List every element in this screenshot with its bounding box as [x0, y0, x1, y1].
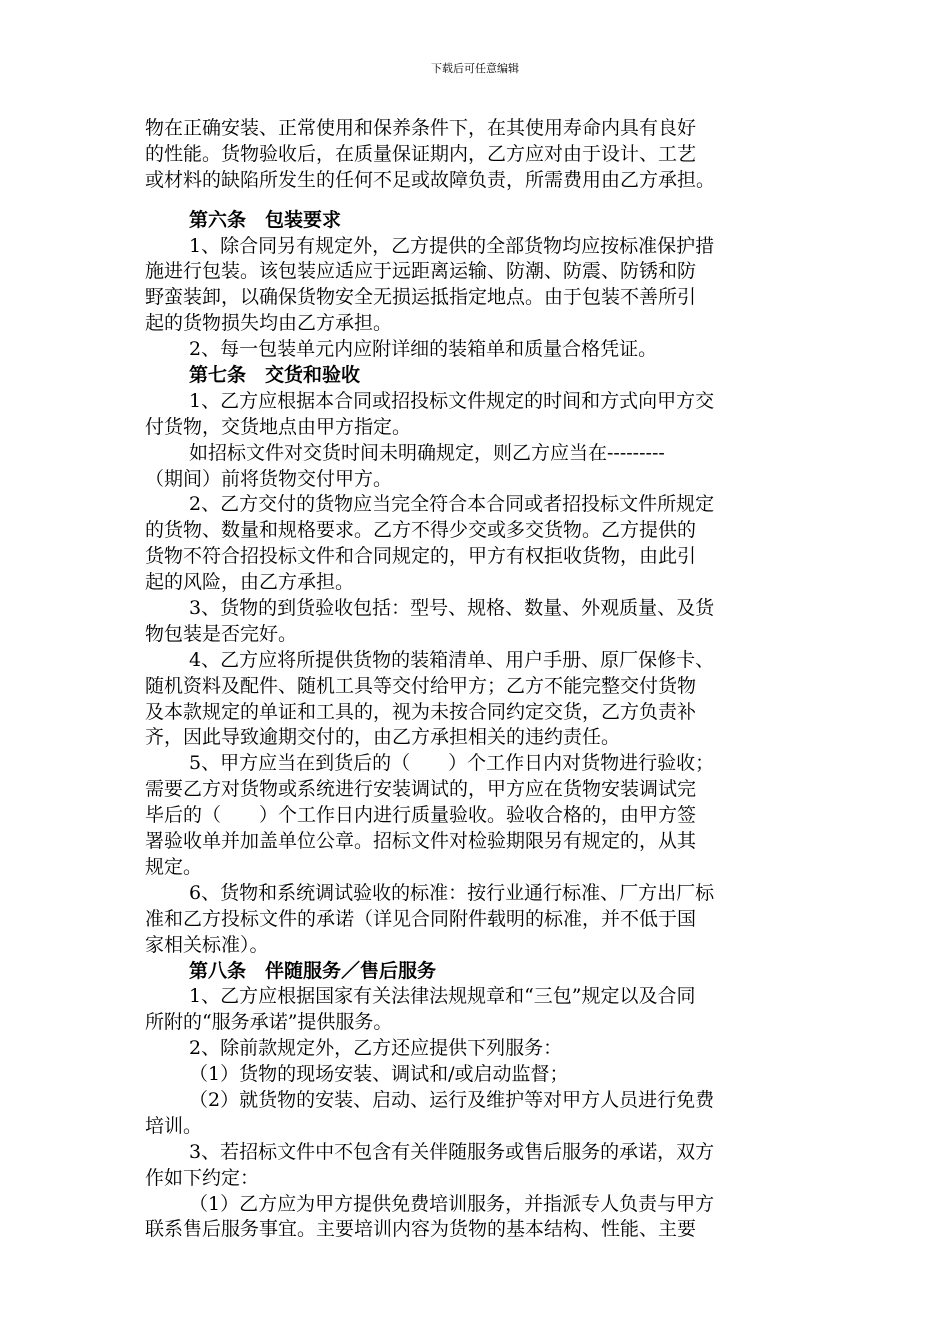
paragraph	[145, 596, 805, 648]
text-line: 付货物，交货地点由甲方指定。	[145, 415, 412, 438]
section-heading	[145, 959, 805, 985]
text-line: 的性能。货物验收后，在质量保证期内，乙方应对由于设计、工艺	[145, 142, 697, 165]
text-line: 或材料的缺陷所发生的任何不足或故障负责，所需费用由乙方承担。	[145, 168, 716, 191]
text-line: 齐，因此导致逾期交付的，由乙方承担相关的违约责任。	[145, 726, 621, 749]
text-line: 物包装是否完好。	[145, 622, 298, 645]
text-line: 野蛮装卸，以确保货物安全无损运抵指定地点。由于包装不善所引	[145, 286, 697, 309]
text-line: 的货物、数量和规格要求。乙方不得少交或多交货物。乙方提供的	[145, 519, 697, 542]
text-line: 5、甲方应当在到货后的（ ）个工作日内对货物进行验收；	[189, 752, 715, 775]
text-line: （1）货物的现场安装、调试和/或启动监督；	[189, 1063, 569, 1086]
paragraph	[145, 984, 805, 1036]
text-line: 起的风险，由乙方承担。	[145, 571, 355, 594]
text-line: 家相关标准）。	[145, 933, 269, 956]
text-line: 2、乙方交付的货物应当完全符合本合同或者招投标文件所规定	[189, 493, 715, 516]
text-line: 及本款规定的单证和工具的，视为未按合同约定交货，乙方负责补	[145, 700, 697, 723]
paragraph	[145, 492, 805, 596]
text-line: 准和乙方投标文件的承诺（详见合同附件载明的标准，并不低于国	[145, 907, 697, 930]
text-line: 3、若招标文件中不包含有关伴随服务或售后服务的承诺，双方	[189, 1140, 715, 1163]
text-line: 货物不符合招投标文件和合同规定的，甲方有权拒收货物，由此引	[145, 545, 697, 568]
text-line: 1、乙方应根据国家有关法律法规规章和“三包”规定以及合同	[189, 985, 696, 1008]
text-line: 第八条 伴随服务／售后服务	[189, 959, 437, 982]
paragraph	[145, 337, 805, 363]
text-line: 毕后的（ ）个工作日内进行质量验收。验收合格的，由甲方签	[145, 804, 697, 827]
section-heading	[145, 208, 805, 234]
text-line: 如招标文件对交货时间未明确规定，则乙方应当在---------	[189, 441, 665, 464]
document-body	[145, 116, 805, 1243]
text-line: 所附的“服务承诺”提供服务。	[145, 1011, 393, 1034]
text-line: 2、除前款规定外，乙方还应提供下列服务：	[189, 1037, 563, 1060]
text-line: 需要乙方对货物或系统进行安装调试的，甲方应在货物安装调试完	[145, 778, 697, 801]
text-line: 1、乙方应根据本合同或招投标文件规定的时间和方式向甲方交	[189, 389, 715, 412]
text-line: 4、乙方应将所提供货物的装箱清单、用户手册、原厂保修卡、	[189, 648, 715, 671]
text-line: 第六条 包装要求	[189, 208, 342, 231]
text-line: 1、除合同另有规定外，乙方提供的全部货物均应按标准保护措	[189, 234, 715, 257]
text-line: 作如下约定：	[145, 1166, 260, 1189]
text-line: 培训。	[145, 1114, 203, 1137]
page-header-note: 下载后可任意编辑	[431, 62, 519, 75]
paragraph	[145, 751, 805, 880]
text-line: 署验收单并加盖单位公章。招标文件对检验期限另有规定的，从其	[145, 830, 697, 853]
text-line: 随机资料及配件、随机工具等交付给甲方；乙方不能完整交付货物	[145, 674, 697, 697]
text-line: 3、货物的到货验收包括：型号、规格、数量、外观质量、及货	[189, 597, 715, 620]
paragraph	[145, 1062, 805, 1088]
paragraph	[145, 1192, 805, 1244]
paragraph	[145, 1088, 805, 1140]
paragraph	[145, 1140, 805, 1192]
paragraph	[145, 116, 805, 194]
section-heading	[145, 363, 805, 389]
paragraph	[145, 648, 805, 752]
text-line: 第七条 交货和验收	[189, 364, 361, 387]
paragraph	[145, 881, 805, 959]
paragraph	[145, 234, 805, 338]
text-line: 起的货物损失均由乙方承担。	[145, 312, 393, 335]
text-line: 物在正确安装、正常使用和保养条件下，在其使用寿命内具有良好	[145, 117, 697, 139]
text-line: 施进行包装。该包装应适应于远距离运输、防潮、防震、防锈和防	[145, 260, 697, 283]
text-line: （2）就货物的安装、启动、运行及维护等对甲方人员进行免费	[189, 1088, 715, 1111]
text-line: 6、货物和系统调试验收的标准：按行业通行标准、厂方出厂标	[189, 881, 715, 904]
paragraph	[145, 441, 805, 493]
paragraph	[145, 1036, 805, 1062]
text-line: 规定。	[145, 855, 203, 878]
paragraph	[145, 389, 805, 441]
text-line: （期间）前将货物交付甲方。	[145, 467, 393, 490]
text-line: 联系售后服务事宜。主要培训内容为货物的基本结构、性能、主要	[145, 1218, 697, 1241]
text-line: 2、每一包装单元内应附详细的装箱单和质量合格凭证。	[189, 338, 658, 361]
text-line: （1）乙方应为甲方提供免费培训服务，并指派专人负责与甲方	[189, 1192, 715, 1215]
